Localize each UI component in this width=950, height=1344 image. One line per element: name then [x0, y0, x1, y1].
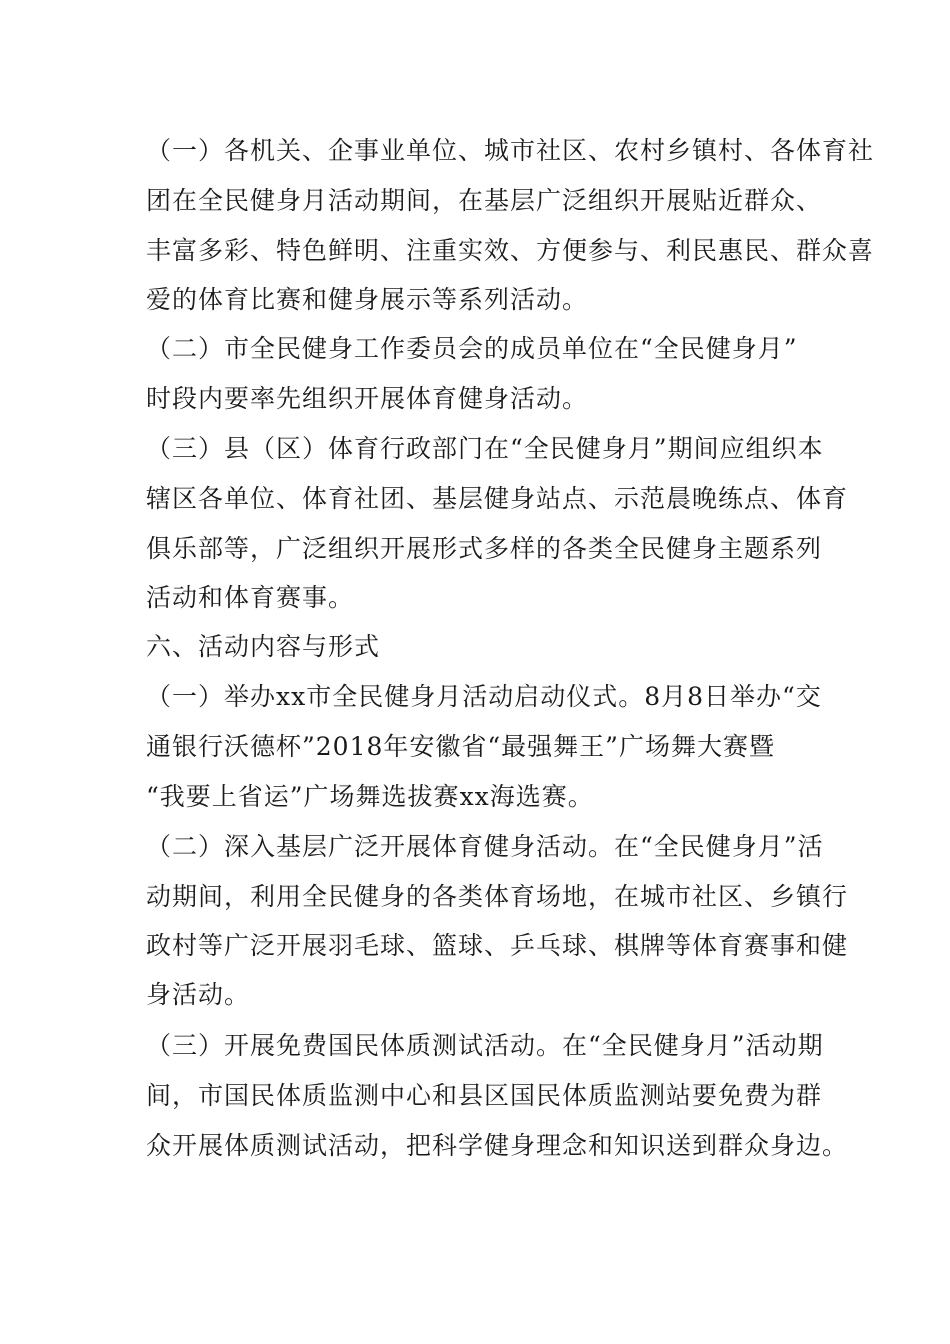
text-line: 时段内要率先组织开展体育健身活动。	[146, 384, 589, 413]
text-line: 政村等广泛开展羽毛球、篮球、乒乓球、棋牌等体育赛事和健	[146, 931, 849, 960]
text-line: 众开展体质测试活动，把科学健身理念和知识送到群众身边。	[146, 1131, 849, 1160]
text-line: 俱乐部等，广泛组织开展形式多样的各类全民健身主题系列	[146, 534, 823, 563]
text-line: （三）县（区）体育行政部门在“全民健身月”期间应组织本	[146, 434, 824, 463]
text-line: 辖区各单位、体育社团、基层健身站点、示范晨晚练点、体育	[146, 484, 849, 513]
text-line: （一）各机关、企事业单位、城市社区、农村乡镇村、各体育社	[146, 136, 875, 165]
text-line: 爱的体育比赛和健身展示等系列活动。	[146, 285, 589, 314]
text-line: 身活动。	[146, 980, 251, 1009]
text-line: “我要上省运”广场舞选拔赛xx海选赛。	[146, 782, 594, 811]
text-line: 丰富多彩、特色鲜明、注重实效、方便参与、利民惠民、群众喜	[146, 236, 875, 265]
text-line: （三）开展免费国民体质测试活动。在“全民健身月”活动期	[146, 1031, 824, 1060]
text-line: 活动和体育赛事。	[146, 583, 355, 612]
section-heading: 六、活动内容与形式	[146, 632, 381, 661]
text-line: （一）举办xx市全民健身月活动启动仪式。8月8日举办“交	[146, 682, 822, 711]
text-line: 间，市国民体质监测中心和县区国民体质监测站要免费为群	[146, 1081, 823, 1110]
text-line: 通银行沃德杯”2018年安徽省“最强舞王”广场舞大赛暨	[146, 732, 775, 761]
text-line: （二）市全民健身工作委员会的成员单位在“全民健身月”	[146, 334, 798, 363]
text-line: 团在全民健身月活动期间，在基层广泛组织开展贴近群众、	[146, 186, 823, 215]
text-line: （二）深入基层广泛开展体育健身活动。在“全民健身月”活	[146, 832, 824, 861]
text-line: 动期间，利用全民健身的各类体育场地，在城市社区、乡镇行	[146, 882, 849, 911]
